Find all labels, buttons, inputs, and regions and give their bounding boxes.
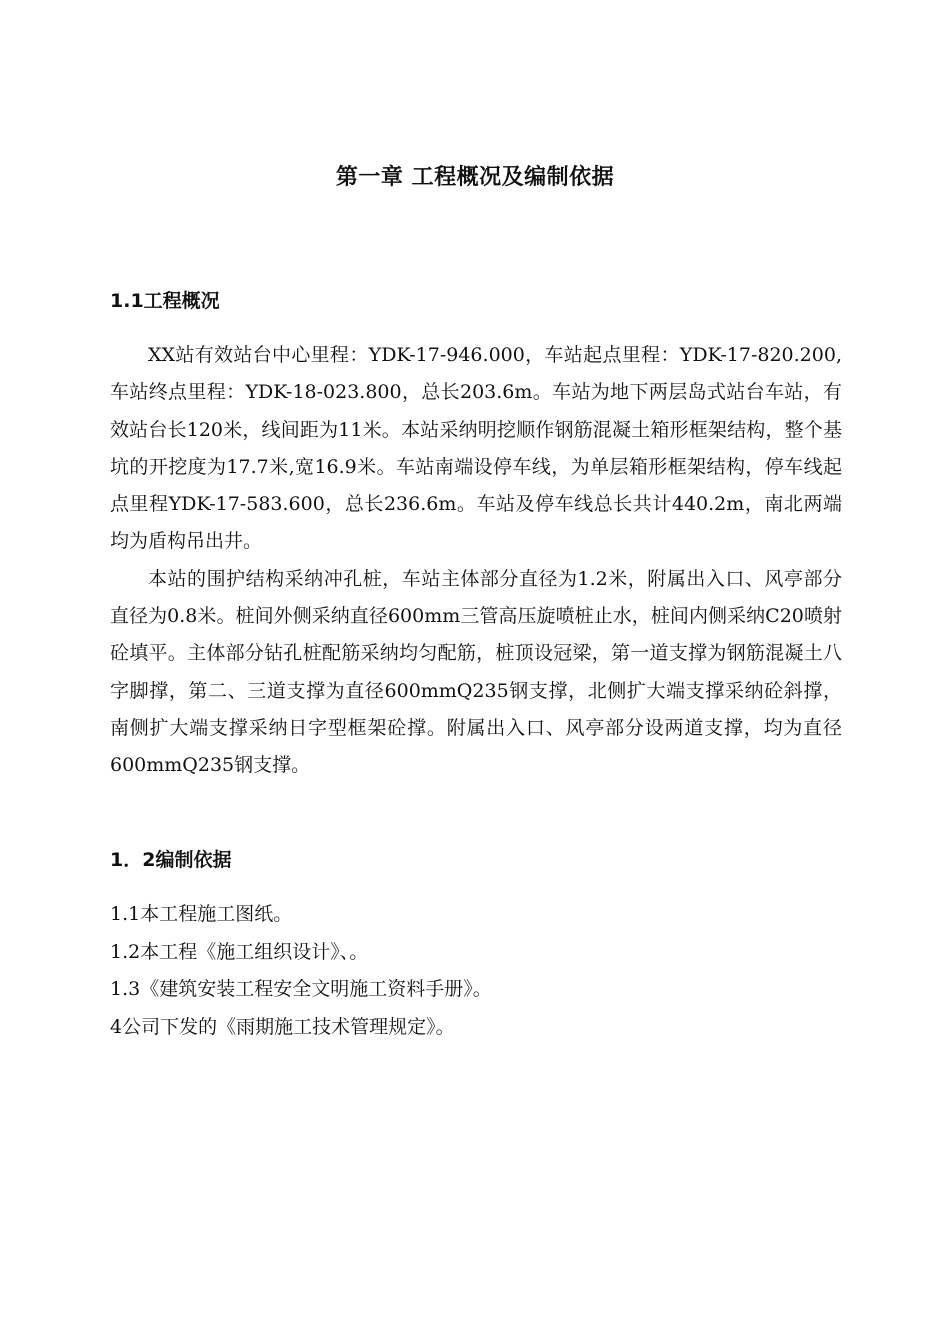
list-item: 1.3《建筑安装工程安全文明施工资料手册》。 xyxy=(110,978,492,1000)
list-item: 1.1本工程施工图纸。 xyxy=(110,903,293,925)
section-heading-basis: 1．2编制依据 xyxy=(110,849,232,871)
section-heading-overview: 1.1工程概况 xyxy=(110,290,220,312)
overview-paragraph: XX站有效站台中心里程：YDK-17-946.000，车站起点里程：YDK-17-820.200,车站终点里程：YDK-18-023.800，总长203.6m。车站为地下两层岛式站台车站，有效站台长120米，线间距为11米。本站采纳明挖顺作钢筋混凝土箱形框架结构，整个基坑的开挖度为17.7米,宽16.9米。车站南端设停车线，为单层箱形框架结构，停车线起点里程YDK-17-583.600，总长236.6m。车站及停车线总长共计440.2m，南北两端均为盾构吊出井。 xyxy=(110,344,842,553)
basis-list xyxy=(110,896,842,1046)
overview-body xyxy=(110,337,842,785)
overview-paragraph: 本站的围护结构采纳冲孔桩，车站主体部分直径为1.2米，附属出入口、风亭部分直径为0.8米。桩间外侧采纳直径600mm三管高压旋喷桩止水，桩间内侧采纳C20喷射砼填平。主体部分钻孔桩配筋采纳均匀配筋，桩顶设冠梁，第一道支撑为钢筋混凝土八字脚撑，第二、三道支撑为直径600mmQ235钢支撑，北侧扩大端支撑采纳砼斜撑，南侧扩大端支撑采纳日字型框架砼撑。附属出入口、风亭部分设两道支撑，均为直径600mmQ235钢支撑。 xyxy=(110,567,842,777)
list-item: 1.2本工程《施工组织设计》、。 xyxy=(110,940,369,963)
chapter-title: 第一章 工程概况及编制依据 xyxy=(335,165,615,190)
list-item: 4公司下发的《雨期施工技术管理规定》。 xyxy=(110,1015,455,1038)
